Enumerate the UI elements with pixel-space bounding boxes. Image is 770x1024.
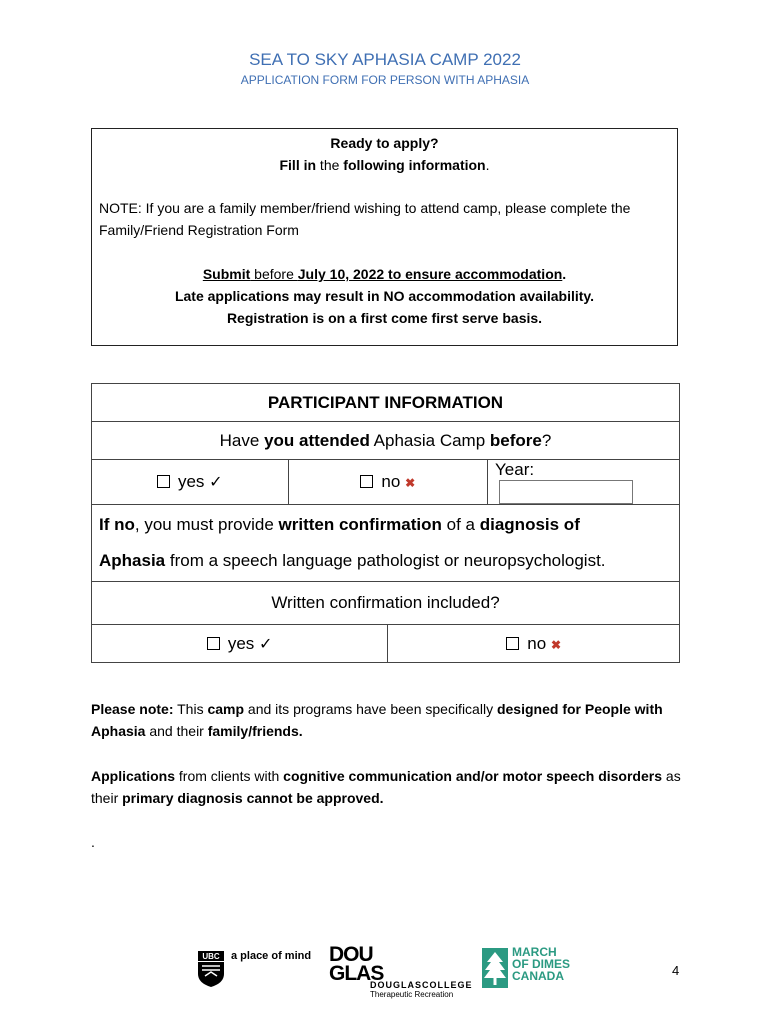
march-of-dimes-tree-icon (482, 948, 508, 988)
footer-logos (0, 942, 770, 1002)
year-input[interactable] (499, 480, 633, 504)
intro-box (91, 128, 678, 346)
please-note-paragraph: Please note: This camp and its programs have been specifically designed for People with Aphasia and their family/friends. (91, 701, 663, 739)
attended-no-checkbox[interactable] (360, 475, 373, 488)
confirmation-no-checkbox[interactable] (506, 637, 519, 650)
page-number: 4 (672, 963, 680, 978)
checkmark-icon: ✓ (259, 635, 273, 653)
march-of-dimes-name: MARCH OF DIMES CANADA (512, 945, 571, 983)
deadline-line: Submit before July 10, 2022 to ensure accommodation. (202, 266, 567, 282)
intro-ready-block (92, 132, 677, 176)
applications-paragraph: Applications from clients with cognitive communication and/or motor speech disorders as their primary diagnosis cannot be approved. (91, 768, 681, 806)
douglas-college-name: DOUGLASCOLLEGE (370, 980, 473, 990)
family-note: NOTE: If you are a family member/friend wishing to attend camp, please complete the Family/Friend Registration Form (99, 200, 631, 238)
year-cell (488, 460, 680, 505)
attended-yes-option: yes ✓ (92, 460, 289, 505)
attended-question: Have you attended Aphasia Camp before? (92, 422, 680, 460)
cross-icon: ✖ (405, 476, 416, 490)
page-title: SEA TO SKY APHASIA CAMP 2022 (249, 50, 521, 69)
trailing-dot: . (91, 834, 95, 850)
late-warning: Late applications may result in NO accommodation availability. (174, 288, 595, 304)
deadline-block (92, 263, 677, 329)
ubc-tagline: a place of mind (231, 950, 312, 962)
ready-heading: Ready to apply? (330, 135, 439, 151)
cross-icon: ✖ (550, 637, 561, 652)
confirmation-yes-option: yes ✓ (92, 625, 388, 663)
first-come-note: Registration is on a first come first serve basis. (226, 310, 543, 326)
attended-yes-checkbox[interactable] (157, 475, 170, 488)
confirmation-question: Written confirmation included? (92, 582, 680, 625)
confirmation-no-option: no ✖ (388, 625, 680, 663)
participant-heading: PARTICIPANT INFORMATION (92, 384, 680, 422)
page-subtitle: APPLICATION FORM FOR PERSON WITH APHASIA (240, 73, 530, 87)
douglas-department: Therapeutic Recreation (370, 990, 454, 999)
confirmation-yes-checkbox[interactable] (207, 637, 220, 650)
year-label: Year: (495, 460, 535, 479)
ubc-crest-icon (197, 950, 225, 988)
participant-info-table (91, 383, 680, 663)
attended-no-option: no ✖ (288, 460, 488, 505)
fill-in-line: Fill in the following information. (279, 157, 490, 173)
ubc-badge-text: UBC (202, 952, 220, 961)
checkmark-icon: ✓ (209, 474, 223, 491)
douglas-logo: DOU GLAS (329, 943, 384, 985)
written-confirmation-requirement: If no, you must provide written confirmation of a diagnosis of Aphasia from a speech language pathologist or neuropsychologist. (92, 505, 680, 582)
